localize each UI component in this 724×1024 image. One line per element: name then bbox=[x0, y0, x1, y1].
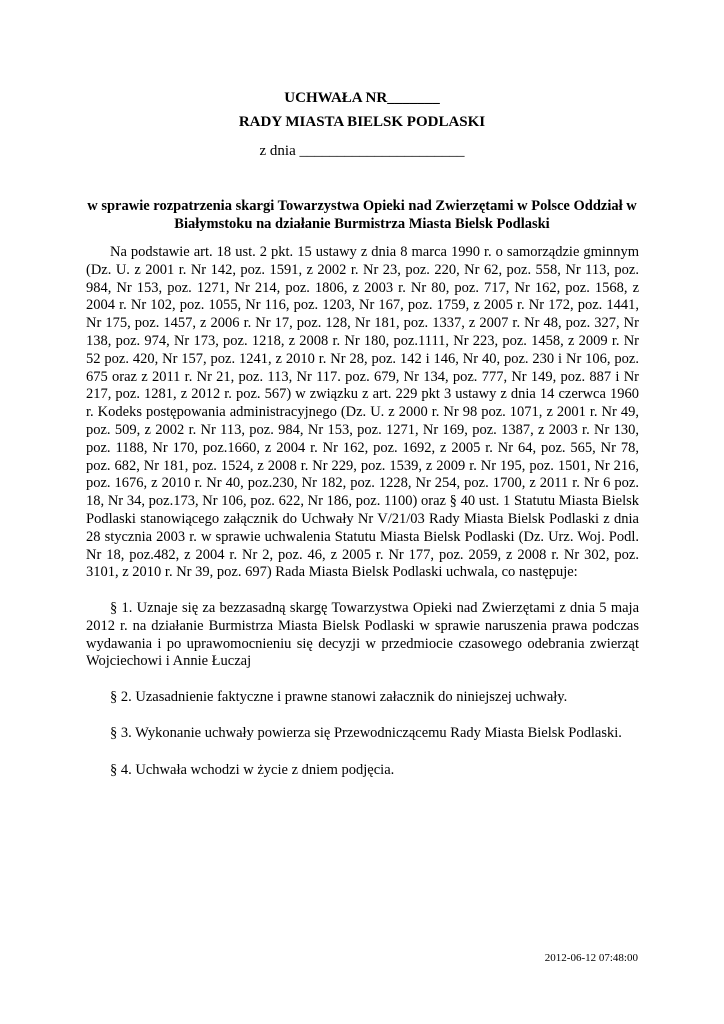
resolution-subject: w sprawie rozpatrzenia skargi Towarzystwa Opieki nad Zwierzętami w Polsce Oddział w Białymstoku na działanie Burmistrza Miasta Bielsk Podlaski bbox=[87, 198, 637, 232]
council-name: RADY MIASTA BIELSK PODLASKI bbox=[238, 114, 486, 130]
resolution-date-line: z dnia ______________________ bbox=[259, 143, 465, 159]
paragraph-2: § 2. Uzasadnienie faktyczne i prawne stanowi załacznik do niniejszej uchwały. bbox=[110, 689, 568, 705]
footer-timestamp: 2012-06-12 07:48:00 bbox=[544, 952, 638, 964]
paragraph-1: § 1. Uznaje się za bezzasadną skargę Towarzystwa Opieki nad Zwierzętami z dnia 5 maja 2012 r. na działanie Burmistrza Miasta Bielsk Podlaski w sprawie naruszenia prawa podczas wydawania i po uprawomocnieniu się decyzji w przedmiocie czasowego odebrania zwierząt Wojciechowi i Annie Łuczaj bbox=[86, 600, 639, 670]
resolution-number: UCHWAŁA NR_______ bbox=[284, 90, 440, 106]
preamble-paragraph: Na podstawie art. 18 ust. 2 pkt. 15 ustawy z dnia 8 marca 1990 r. o samorządzie gminnym (Dz. U. z 2001 r. Nr 142, poz. 1591, z 2002 r. Nr 23, poz. 220, Nr 62, poz. 558, Nr 113, poz. 984, Nr 153, poz. 1271, Nr 214, poz. 1806, z 2003 r. Nr 80, poz. 717, Nr 162, poz. 1568, z 2004 r. Nr 102, poz. 1055, Nr 116, poz. 1203, Nr 167, poz. 1759, z 2005 r. Nr 172, poz. 1441, Nr 175, poz. 1457, z 2006 r. Nr 17, poz. 128, Nr 181, poz. 1337, z 2007 r. Nr 48, poz. 327, Nr 138, poz. 974, Nr 173, poz. 1218, z 2008 r. Nr 180, poz.1111, Nr 223, poz. 1458, z 2009 r. Nr 52 poz. 420, Nr 157, poz. 1241, z 2010 r. Nr 28, poz. 142 i 146, Nr 40, poz. 230 i Nr 106, poz. 675 oraz z 2011 r. Nr 21, poz. 113, Nr 117. poz. 679, Nr 134, poz. 777, Nr 149, poz. 887 i Nr 217, poz. 1281, z 2012 r. poz. 567) w związku z art. 229 pkt 3 ustawy z dnia 14 czerwca 1960 r. Kodeks postępowania administracyjnego (Dz. U. z 2000 r. Nr 98 poz. 1071, z 2001 r. Nr 49, poz. 509, z 2002 r. Nr 113, poz. 984, Nr 153, poz. 1271, Nr 169, poz. 1387, z 2003 r. Nr 130, poz. 1188, Nr 170, poz.1660, z 2004 r. Nr 162, poz. 1692, z 2005 r. Nr 64, poz. 565, Nr 78, poz. 682, Nr 181, poz. 1524, z 2008 r. Nr 229, poz. 1539, z 2009 r. Nr 195, poz. 1501, Nr 216, poz. 1676, z 2010 r. Nr 40, poz.230, Nr 182, poz. 1228, Nr 254, poz. 1700, z 2011 r. Nr 6 poz. 18, Nr 34, poz.173, Nr 106, poz. 622, Nr 186, poz. 1100) oraz § 40 ust. 1 Statutu Miasta Bielsk Podlaski stanowiącego załącznik do Uchwały Nr V/21/03 Rady Miasta Bielsk Podlaski z dnia 28 stycznia 2003 r. w sprawie uchwalenia Statutu Miasta Bielsk Podlaski (Dz. Urz. Woj. Podl. Nr 18, poz.482, z 2004 r. Nr 2, poz. 46, z 2005 r. Nr 177, poz. 2059, z 2008 r. Nr 302, poz. 3101, z 2010 r. Nr 39, poz. 697) Rada Miasta Bielsk Podlaski uchwala, co następuje: bbox=[86, 244, 639, 581]
paragraph-3: § 3. Wykonanie uchwały powierza się Przewodniczącemu Rady Miasta Bielsk Podlaski. bbox=[110, 725, 622, 741]
paragraph-4: § 4. Uchwała wchodzi w życie z dniem podjęcia. bbox=[110, 762, 395, 778]
